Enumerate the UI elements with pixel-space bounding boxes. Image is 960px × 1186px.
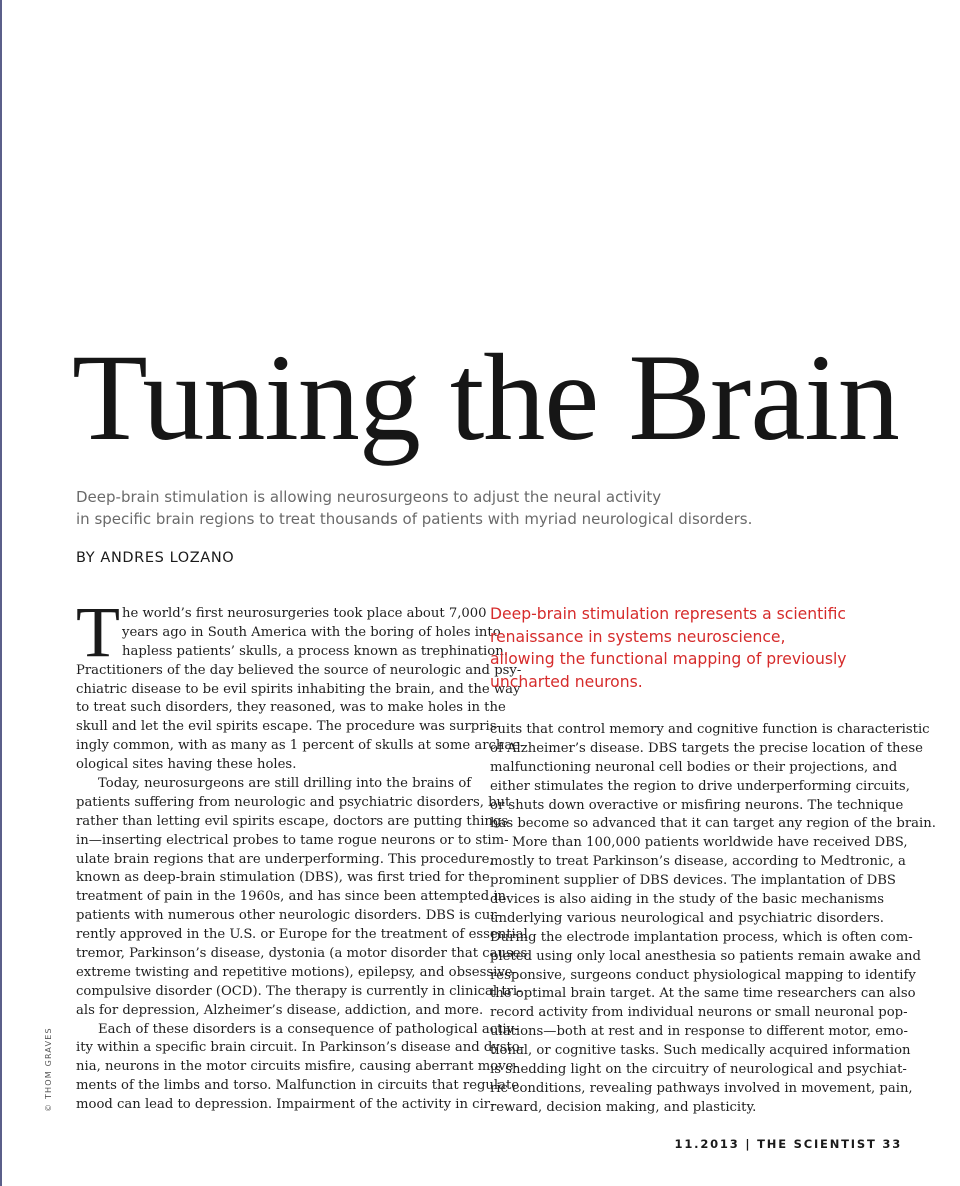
page-folio: 11.2013 | THE SCIENTIST 33	[674, 1137, 902, 1151]
body-line: ments of the limbs and torso. Malfunction in circuits that regulate	[76, 1078, 520, 1094]
pull-quote-line: allowing the functional mapping of previously	[490, 650, 847, 668]
body-line: patients with numerous other neurologic disorders. DBS is cur-	[76, 908, 502, 924]
body-line: ulations—both at rest and in response to different motor, emo-	[490, 1024, 908, 1040]
body-line: Practitioners of the day believed the source of neurologic and psy-	[76, 662, 522, 678]
body-line: of Alzheimer’s disease. DBS targets the precise location of these	[490, 740, 923, 756]
body-line: cuits that control memory and cognitive function is characteristic	[490, 722, 930, 737]
drop-cap: T	[76, 592, 120, 672]
photo-credit: © THOM GRAVES	[44, 1027, 53, 1112]
article-dek	[76, 486, 836, 530]
body-line: or shuts down overactive or misfiring neurons. The technique	[490, 797, 904, 813]
body-column-left	[76, 605, 528, 1115]
body-line: the optimal brain target. At the same time researchers can also	[490, 986, 916, 1002]
body-line: tional, or cognitive tasks. Such medically acquired information	[490, 1043, 911, 1059]
body-line: als for depression, Alzheimer’s disease, addiction, and more.	[76, 1002, 484, 1018]
body-line: underlying various neurological and psychiatric disorders.	[490, 910, 884, 926]
article-title: Tuning the Brain	[72, 329, 899, 466]
pull-quote-line: renaissance in systems neuroscience,	[490, 627, 786, 646]
body-line: he world’s first neurosurgeries took place about 7,000	[122, 606, 487, 621]
body-line: has become so advanced that it can target any region of the brain.	[490, 816, 936, 832]
body-line: years ago in South America with the boring of holes into	[122, 624, 501, 640]
body-line: is shedding light on the circuitry of neurological and psychiat-	[490, 1062, 907, 1078]
body-line: More than 100,000 patients worldwide have received DBS,	[512, 835, 908, 851]
body-line: mostly to treat Parkinson’s disease, according to Medtronic, a	[490, 854, 906, 870]
body-line: rently approved in the U.S. or Europe for the treatment of essential	[76, 927, 528, 943]
body-line: skull and let the evil spirits escape. The procedure was surpris-	[76, 719, 501, 735]
body-line: nia, neurons in the motor circuits misfire, causing aberrant move-	[76, 1059, 518, 1075]
body-line: ric conditions, revealing pathways involved in movement, pain,	[490, 1080, 913, 1096]
body-line: reward, decision making, and plasticity.	[490, 1099, 757, 1115]
body-line: ity within a specific brain circuit. In Parkinson’s disease and dysto-	[76, 1040, 525, 1056]
dek-line: Deep-brain stimulation is allowing neurosurgeons to adjust the neural activity	[76, 488, 662, 506]
body-line: record activity from individual neurons or small neuronal pop-	[490, 1005, 908, 1021]
pull-quote	[490, 603, 910, 693]
body-line: compulsive disorder (OCD). The therapy is currently in clinical tri-	[76, 983, 522, 999]
body-line: treatment of pain in the 1960s, and has since been attempted in	[76, 889, 507, 905]
body-line: extreme twisting and repetitive motions), epilepsy, and obsessive-	[76, 964, 518, 980]
page-edge-rule	[0, 0, 2, 1186]
body-line: rather than letting evil spirits escape, doctors are putting things	[76, 813, 509, 829]
pull-quote-line: Deep-brain stimulation represents a scientific	[490, 605, 846, 623]
body-column-right	[490, 721, 936, 1118]
body-line: ingly common, with as many as 1 percent of skulls at some archae-	[76, 738, 525, 754]
body-line: patients suffering from neurologic and psychiatric disorders, but	[76, 794, 511, 810]
body-line: mood can lead to depression. Impairment of the activity in cir-	[76, 1097, 495, 1113]
body-line: malfunctioning neuronal cell bodies or their projections, and	[490, 759, 898, 775]
body-line: ulate brain regions that are underperforming. This procedure,	[76, 851, 494, 867]
body-line: known as deep-brain stimulation (DBS), was first tried for the	[76, 870, 490, 886]
body-line: Today, neurosurgeons are still drilling into the brains of	[98, 776, 472, 792]
body-line: either stimulates the region to drive underperforming circuits,	[490, 778, 910, 794]
body-line: in—inserting electrical probes to tame rogue neurons or to stim-	[76, 832, 509, 848]
pull-quote-line: uncharted neurons.	[490, 672, 643, 691]
body-line: ological sites having these holes.	[76, 757, 297, 773]
body-line: responsive, surgeons conduct physiological mapping to identify	[490, 967, 916, 983]
body-line: prominent supplier of DBS devices. The implantation of DBS	[490, 873, 896, 889]
body-line: pleted using only local anesthesia so patients remain awake and	[490, 948, 921, 964]
body-line: chiatric disease to be evil spirits inhabiting the brain, and the way	[76, 681, 521, 697]
body-line: Each of these disorders is a consequence of pathological activ-	[98, 1021, 519, 1037]
body-line: During the electrode implantation process, which is often com-	[490, 929, 913, 945]
byline: BY ANDRES LOZANO	[76, 550, 235, 566]
body-line: tremor, Parkinson’s disease, dystonia (a motor disorder that causes	[76, 946, 528, 962]
body-line: hapless patients’ skulls, a process known as trephination.	[122, 643, 508, 659]
body-line: to treat such disorders, they reasoned, was to make holes in the	[76, 700, 506, 716]
body-line: devices is also aiding in the study of the basic mechanisms	[490, 892, 884, 908]
dek-line: in specific brain regions to treat thousands of patients with myriad neurological disorders.	[76, 510, 753, 528]
